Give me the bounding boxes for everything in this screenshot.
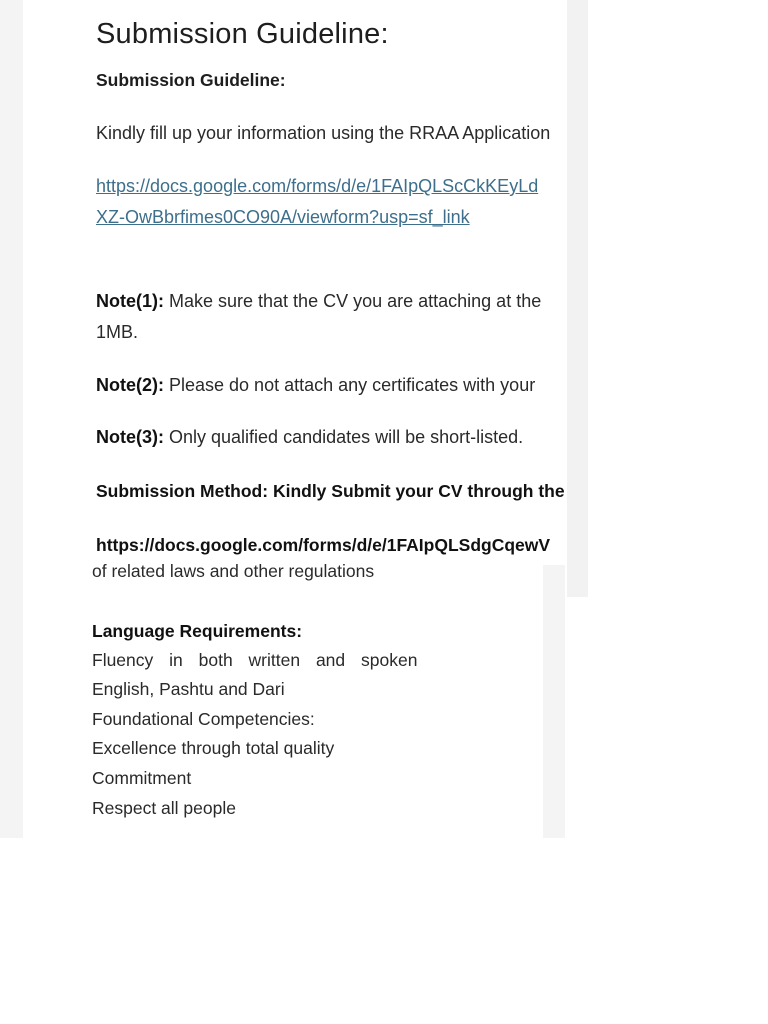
application-link-part2[interactable]: XZ-OwBbrfimes0CO90A/viewform?usp=sf_link <box>96 207 470 227</box>
note-3 <box>96 427 523 448</box>
submission-method-link[interactable]: https://docs.google.com/forms/d/e/1FAIpQLSdgCqewV <box>96 535 551 555</box>
application-link-part1[interactable]: https://docs.google.com/forms/d/e/1FAIpQLScCkKEyLd <box>96 176 539 196</box>
note-1-label: Note(1): <box>96 291 164 311</box>
application-link-line2[interactable] <box>96 207 470 228</box>
left-side-panel <box>0 0 23 838</box>
competency-1: Excellence through total quality <box>92 738 335 758</box>
competency-3: Respect all people <box>92 798 236 818</box>
note-2 <box>96 375 535 396</box>
submission-method: Submission Method: Kindly Submit your CV through the <box>96 481 565 501</box>
language-requirements-heading: Language Requirements: <box>92 621 303 641</box>
application-link-line1[interactable] <box>96 176 538 197</box>
note-3-text: Only qualified candidates will be short-listed. <box>164 427 524 447</box>
submission-guideline-section <box>96 0 587 565</box>
language-line-2: English, Pashtu and Dari <box>92 679 285 699</box>
competencies-heading: Foundational Competencies: <box>92 709 315 729</box>
section-subtitle: Submission Guideline: <box>96 70 286 90</box>
note-1-text: Make sure that the CV you are attaching at the <box>164 291 542 311</box>
note-2-text: Please do not attach any certificates with your <box>164 375 536 395</box>
related-laws-text: of related laws and other regulations <box>92 561 375 581</box>
intro-text: Kindly fill up your information using the RRAA Application <box>96 123 551 143</box>
language-line-1: Fluency in both written and spoken <box>92 650 418 670</box>
competency-2: Commitment <box>92 768 192 788</box>
note-1-continuation: 1MB. <box>96 322 139 342</box>
note-2-label: Note(2): <box>96 375 164 395</box>
page-title: Submission Guideline: <box>96 18 389 50</box>
note-1 <box>96 291 541 312</box>
right-side-panel-bottom <box>543 565 565 838</box>
note-3-label: Note(3): <box>96 427 164 447</box>
